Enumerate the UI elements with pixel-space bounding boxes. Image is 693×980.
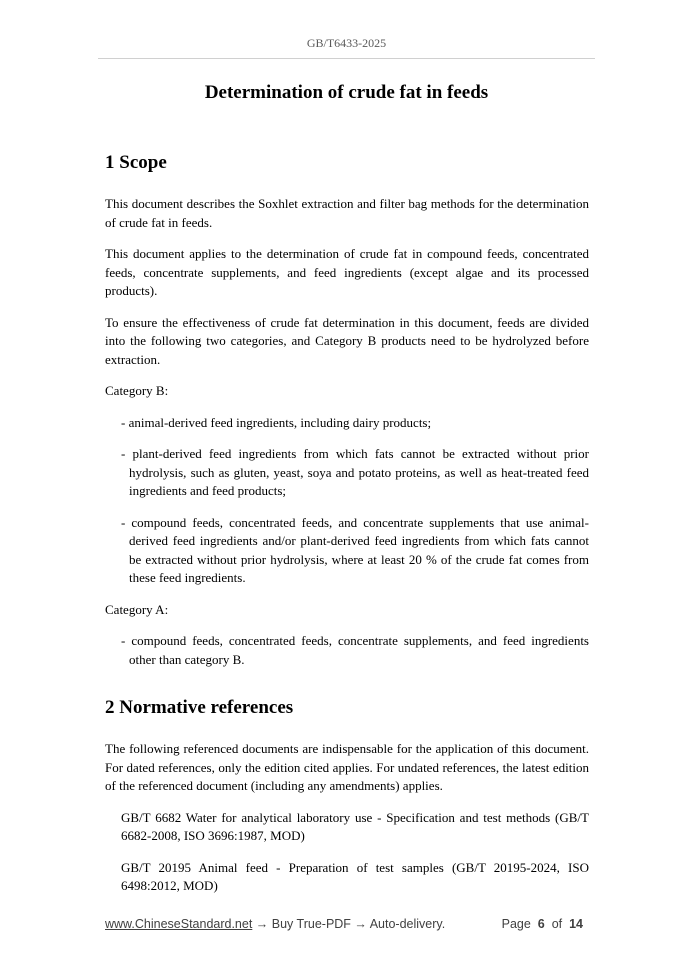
footer-tagline: → Buy True-PDF → Auto-delivery. (252, 917, 446, 931)
header-divider (98, 58, 595, 59)
list-item: - compound feeds, concentrated feeds, and concentrate supplements that use animal-derived feed ingredients and/or plant-derived feed ingredients from which fats cannot be extracted without prior hydrolysis, where at least 20 % of the crude fat comes from these feed ingredients. (121, 514, 589, 585)
site-link[interactable]: www.ChineseStandard.net (105, 917, 253, 931)
category-a-label: Category A: (105, 601, 169, 617)
document-body (105, 150, 589, 896)
paragraph: This document applies to the determination of crude fat in compound feeds, concentrated feeds, concentrate supplements, and feed ingredients (except algae and its processed products). (105, 246, 589, 298)
doc-number-header: GB/T6433-2025 (306, 36, 387, 50)
document-title: Determination of crude fat in feeds (204, 82, 489, 103)
of-label: of (551, 917, 563, 931)
page-indicator (502, 917, 583, 931)
page-current: 6 (537, 917, 545, 931)
category-b-label: Category B: (105, 383, 169, 398)
section-heading-normative-references: 2 Normative references (105, 697, 294, 718)
page-total: 14 (569, 917, 583, 931)
section-heading-scope: 1 Scope (105, 152, 167, 173)
reference-item: GB/T 6682 Water for analytical laboratory use - Specification and test methods (GB/T 6682-2008, ISO 3696:1987, MOD) (121, 809, 589, 843)
list-item: - compound feeds, concentrated feeds, concentrate supplements, and feed ingredients other than category B. (121, 633, 589, 667)
paragraph: The following referenced documents are indispensable for the application of this document. For dated references, only the edition cited applies. For undated references, the latest edition of the referenced document (including any amendments) applies. (105, 741, 589, 793)
page-label: Page (501, 917, 531, 931)
footer-promo (105, 917, 445, 931)
reference-item: GB/T 20195 Animal feed - Preparation of test samples (GB/T 20195-2024, ISO 6498:2012, MOD) (121, 859, 589, 893)
list-item: - animal-derived feed ingredients, including dairy products; (121, 414, 432, 430)
list-item: - plant-derived feed ingredients from which fats cannot be extracted without prior hydrolysis, such as gluten, yeast, soya and potato proteins, as well as heat-treated feed ingredients and feed products; (121, 446, 589, 498)
paragraph: To ensure the effectiveness of crude fat determination in this document, feeds are divided into the following two categories, and Category B products need to be hydrolyzed before extraction. (105, 314, 589, 367)
paragraph: This document describes the Soxhlet extraction and filter bag methods for the determination of crude fat in feeds. (105, 196, 589, 230)
